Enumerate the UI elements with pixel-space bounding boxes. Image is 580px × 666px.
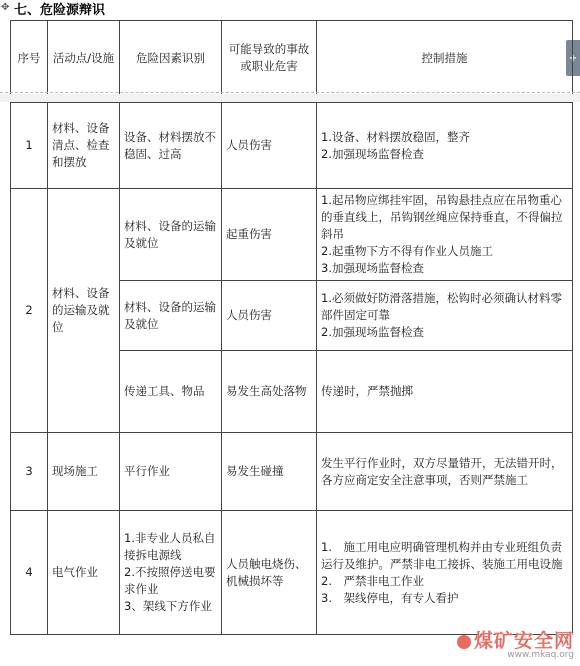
plus-icon: + — [568, 52, 578, 64]
watermark-title: 煤矿安全网 — [473, 630, 574, 652]
header-control: 控制措施 — [317, 21, 573, 96]
table-row — [11, 511, 573, 635]
hazard-table-header — [10, 20, 573, 96]
cell-factor: 传递工具、物品 — [120, 351, 222, 433]
table-row — [11, 103, 573, 189]
factor-line: 1.非专业人员私自接拆电源线 — [124, 531, 216, 562]
control-line: 3. 架线停电，有专人看护 — [321, 590, 459, 605]
cell-accident: 人员伤害 — [222, 281, 317, 351]
cell-activity: 材料、设备清点、检查和摆放 — [48, 103, 120, 189]
cell-factor: 设备、材料摆放不稳固、过高 — [120, 103, 222, 189]
cell-activity: 材料、设备的运输及就位 — [48, 189, 120, 433]
header-accident: 可能导致的事故或职业危害 — [222, 21, 317, 96]
factor-line: 2.不按照停送电要求作业 — [124, 565, 216, 596]
cell-factor: 平行作业 — [120, 433, 222, 511]
section-title: 七、危险源辩识 — [14, 3, 106, 18]
cell-seq: 3 — [11, 433, 48, 511]
control-line: 3.加强现场监督检查 — [321, 261, 424, 275]
cell-activity: 现场施工 — [48, 433, 120, 511]
table-row — [11, 189, 573, 281]
control-line: 1.必须做好防滑落措施，松钩时必须确认材料零部件固定可靠 — [321, 291, 562, 322]
cell-control: 发生平行作业时，双方尽量错开，无法错开时，各方应商定安全注意事项，否则严禁施工 — [317, 433, 573, 511]
cell-accident: 人员伤害 — [222, 103, 317, 189]
cell-control — [317, 511, 573, 635]
cell-factor: 材料、设备的运输及就位 — [120, 189, 222, 281]
cell-control — [317, 103, 573, 189]
control-line: 2.加强现场监督检查 — [321, 146, 424, 161]
cell-accident: 易发生碰撞 — [222, 433, 317, 511]
watermark-url: www.mkaq.org — [507, 650, 574, 660]
control-line: 1. 施工用电应明确管理机构并由专业班组负责运行及维护。严禁非电工接拆、装施工用电设施 — [321, 539, 563, 571]
cell-accident: 易发生高处落物 — [222, 351, 317, 433]
cell-activity: 电气作业 — [48, 511, 120, 635]
cell-seq: 1 — [11, 103, 48, 189]
site-watermark — [414, 626, 574, 662]
control-line: 1.起吊物应绑挂牢固，吊钩悬挂点应在吊物重心的垂直线上，吊钩钢丝绳应保持垂直，不得偏拉斜吊 — [321, 193, 563, 241]
cell-control — [317, 281, 573, 351]
control-line: 2.加强现场监督检查 — [321, 325, 424, 339]
control-line: 1.设备、材料摆放稳固，整齐 — [321, 129, 470, 144]
cell-seq: 2 — [11, 189, 48, 433]
cell-control: 传递时，严禁抛掷 — [317, 351, 573, 433]
cell-accident: 人员触电烧伤、机械损坏等 — [222, 511, 317, 635]
factor-line: 3、架线下方作业 — [124, 599, 212, 613]
move-anchor-icon[interactable]: ✥ — [1, 2, 10, 13]
hazard-table-body — [10, 102, 573, 635]
cell-factor: 材料、设备的运输及就位 — [120, 281, 222, 351]
cell-seq: 4 — [11, 511, 48, 635]
cell-control — [317, 189, 573, 281]
mine-safety-logo-icon — [457, 635, 471, 649]
header-activity: 活动点/设施 — [48, 21, 120, 96]
header-factor: 危险因素识别 — [120, 21, 222, 96]
header-row — [11, 21, 573, 96]
control-line: 2.起重物下方不得有作业人员施工 — [321, 244, 493, 258]
cell-factor — [120, 511, 222, 635]
table-row — [11, 433, 573, 511]
cell-accident: 起重伤害 — [222, 189, 317, 281]
page-gap — [0, 94, 580, 102]
control-line: 2. 严禁非电工作业 — [321, 573, 424, 588]
header-seq: 序号 — [11, 21, 48, 96]
